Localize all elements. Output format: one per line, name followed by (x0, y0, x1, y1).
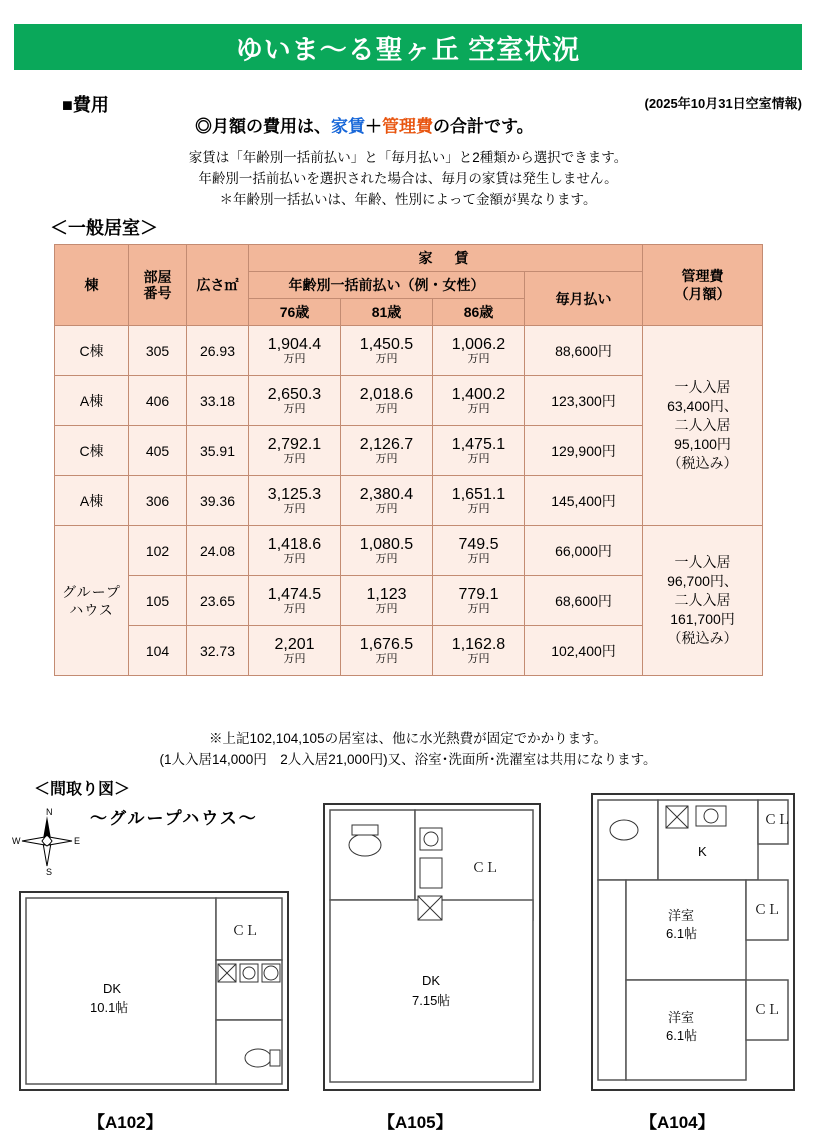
amount-unit: 万円 (283, 653, 306, 665)
table-header-row-1 (55, 245, 763, 272)
amount-unit: 万円 (375, 403, 398, 415)
amount-unit: 万円 (467, 503, 490, 515)
plan-a102-closet: ＣＬ (232, 923, 259, 938)
cost-note-3: ＊年齢別一括払いは、年齢、性別によって金額が異なります。 (219, 192, 597, 207)
footnote-1: ※上記102,104,105の居室は、他に水光熱費が固定でかかります。 (209, 731, 607, 746)
amount-value: 1,123 (366, 586, 407, 603)
amount-value: 779.1 (458, 586, 499, 603)
mgmt-line-3: 二人入居 (674, 592, 731, 608)
formula-prefix: ◎月額の費用は、 (195, 117, 331, 136)
cell-room-number: 406 (129, 376, 187, 426)
amount-unit: 万円 (283, 353, 306, 365)
cell-prepay-86 (433, 326, 525, 376)
amount-value: 3,125.3 (267, 486, 322, 503)
mgmt-line-3: 二人入居 (674, 417, 731, 433)
cell-monthly: 68,600円 (525, 576, 643, 626)
cell-area: 35.91 (187, 426, 249, 476)
amount-value: 1,676.5 (359, 636, 414, 653)
plan-a105-room-dk: DK (422, 973, 441, 988)
rooms-table (54, 244, 763, 676)
th-age-76: 76歳 (249, 299, 341, 326)
plan-a104-room-2-size: 6.1帖 (666, 1028, 698, 1043)
cell-monthly: 123,300円 (525, 376, 643, 426)
cost-notes (0, 147, 816, 210)
formula-rent: 家賃 (331, 117, 365, 136)
plan-a104-room-1: 洋室 (668, 908, 695, 923)
cell-monthly: 145,400円 (525, 476, 643, 526)
cell-prepay-76 (249, 376, 341, 426)
mgmt-line-1: 一人入居 (674, 379, 731, 395)
cell-prepay-81 (341, 426, 433, 476)
page-banner (14, 24, 802, 70)
group-label-line1: グループ (62, 583, 121, 600)
amount-value: 1,418.6 (267, 536, 322, 553)
amount-value: 1,651.1 (451, 486, 506, 503)
cell-monthly: 129,900円 (525, 426, 643, 476)
cell-prepay-81 (341, 576, 433, 626)
amount-unit: 万円 (375, 503, 398, 515)
cell-prepay-81 (341, 626, 433, 676)
cell-prepay-86 (433, 576, 525, 626)
amount-unit: 万円 (467, 653, 490, 665)
cell-monthly: 66,000円 (525, 526, 643, 576)
cell-prepay-86 (433, 376, 525, 426)
amount-value: 1,904.4 (267, 336, 322, 353)
compass-icon (12, 806, 82, 876)
mgmt-line-2: 96,700円、 (667, 573, 738, 589)
cost-note-1: 家賃は「年齢別一括前払い」と「毎月払い」と2種類から選択できます。 (188, 150, 628, 165)
cell-building: C棟 (55, 426, 129, 476)
th-rent-group: 家 賃 (249, 245, 643, 272)
mgmt-line-2: 63,400円、 (667, 398, 738, 414)
amount-value: 1,450.5 (359, 336, 414, 353)
amount-value: 749.5 (458, 536, 499, 553)
floorplan-a105 (320, 800, 545, 1095)
page-title: ゆいま〜る聖ヶ丘 空室状況 (235, 34, 581, 65)
floorplan-caption-a104: 【A104】 (640, 1113, 715, 1132)
cell-prepay-86 (433, 426, 525, 476)
amount-unit: 万円 (467, 603, 490, 615)
floorplan-a102 (18, 890, 290, 1095)
th-room-number-line2: 番号 (143, 285, 172, 301)
plan-a105-closet: ＣＬ (472, 860, 499, 875)
cell-management-fee-general (643, 326, 763, 526)
amount-unit: 万円 (467, 453, 490, 465)
svg-text:W: W (12, 836, 21, 846)
th-room-number (129, 245, 187, 326)
amount-unit: 万円 (467, 403, 490, 415)
cell-prepay-76 (249, 476, 341, 526)
th-building: 棟 (55, 245, 129, 326)
th-prepay-group: 年齢別一括前払い（例・女性） (249, 272, 525, 299)
table-footnotes (0, 728, 816, 770)
plan-a102-room-dk: DK (103, 981, 122, 996)
th-management-fee-line2: （月額） (674, 286, 731, 302)
th-management-fee-line1: 管理費 (681, 268, 724, 284)
amount-unit: 万円 (283, 553, 306, 565)
vacancy-date: (2025年10月31日空室情報) (644, 96, 802, 111)
group-label-line2: ハウス (69, 601, 114, 618)
cell-prepay-81 (341, 326, 433, 376)
amount-unit: 万円 (375, 453, 398, 465)
cell-prepay-76 (249, 626, 341, 676)
cell-area: 23.65 (187, 576, 249, 626)
cell-prepay-81 (341, 526, 433, 576)
cell-room-number: 105 (129, 576, 187, 626)
plan-a104-room-1-size: 6.1帖 (666, 926, 698, 941)
cell-prepay-81 (341, 476, 433, 526)
cost-formula (195, 112, 534, 137)
svg-text:N: N (46, 807, 53, 817)
plan-a104-closet-3: ＣＬ (754, 1002, 781, 1017)
svg-text:S: S (46, 867, 53, 876)
th-monthly-pay: 毎月払い (525, 272, 643, 326)
cell-room-number: 102 (129, 526, 187, 576)
cell-monthly: 88,600円 (525, 326, 643, 376)
mgmt-line-1: 一人入居 (674, 554, 731, 570)
amount-value: 1,006.2 (451, 336, 506, 353)
formula-suffix: の合計です。 (433, 117, 534, 136)
cell-area: 24.08 (187, 526, 249, 576)
plan-a102-room-dk-size: 10.1帖 (90, 1000, 129, 1015)
table-row (55, 526, 763, 576)
floorplan-caption-a105: 【A105】 (378, 1113, 453, 1132)
amount-value: 2,201 (274, 636, 315, 653)
th-management-fee (643, 245, 763, 326)
floorplan-a104 (588, 790, 798, 1095)
amount-value: 2,018.6 (359, 386, 414, 403)
th-area: 広さ㎡ (187, 245, 249, 326)
amount-unit: 万円 (375, 603, 398, 615)
amount-value: 1,400.2 (451, 386, 506, 403)
amount-unit: 万円 (283, 403, 306, 415)
amount-value: 2,792.1 (267, 436, 322, 453)
cell-room-number: 306 (129, 476, 187, 526)
cost-heading: ■費用 (62, 95, 109, 115)
cell-area: 33.18 (187, 376, 249, 426)
cell-management-fee-group (643, 526, 763, 676)
cell-prepay-76 (249, 576, 341, 626)
cell-monthly: 102,400円 (525, 626, 643, 676)
amount-unit: 万円 (467, 553, 490, 565)
cell-prepay-76 (249, 526, 341, 576)
cell-prepay-86 (433, 626, 525, 676)
cell-prepay-86 (433, 476, 525, 526)
footnote-2: (1人入居14,000円 2人入居21,000円)又、浴室･洗面所･洗濯室は共用になります。 (159, 752, 657, 767)
amount-unit: 万円 (375, 553, 398, 565)
amount-value: 2,650.3 (267, 386, 322, 403)
th-age-86: 86歳 (433, 299, 525, 326)
plan-a104-room-k: K (698, 844, 707, 859)
plan-a104-closet-2: ＣＬ (754, 902, 781, 917)
amount-unit: 万円 (375, 653, 398, 665)
cell-room-number: 305 (129, 326, 187, 376)
amount-value: 1,475.1 (451, 436, 506, 453)
cell-prepay-86 (433, 526, 525, 576)
mgmt-line-4: 95,100円 (674, 436, 731, 452)
formula-mgmt: 管理費 (382, 117, 433, 136)
amount-value: 2,126.7 (359, 436, 414, 453)
amount-unit: 万円 (283, 503, 306, 515)
cost-note-2: 年齢別一括前払いを選択された場合は、毎月の家賃は発生しません。 (198, 171, 618, 186)
mgmt-line-5: （税込み） (667, 630, 738, 646)
amount-unit: 万円 (467, 353, 490, 365)
cell-area: 39.36 (187, 476, 249, 526)
plan-a104-room-2: 洋室 (668, 1010, 695, 1025)
cell-building: A棟 (55, 476, 129, 526)
cell-area: 26.93 (187, 326, 249, 376)
cell-room-number: 405 (129, 426, 187, 476)
th-age-81: 81歳 (341, 299, 433, 326)
mgmt-line-4: 161,700円 (670, 611, 735, 627)
amount-unit: 万円 (283, 453, 306, 465)
cell-prepay-76 (249, 326, 341, 376)
cell-area: 32.73 (187, 626, 249, 676)
cell-room-number: 104 (129, 626, 187, 676)
amount-unit: 万円 (283, 603, 306, 615)
cell-building: A棟 (55, 376, 129, 426)
cell-group-house-label (55, 526, 129, 676)
amount-unit: 万円 (375, 353, 398, 365)
cell-prepay-81 (341, 376, 433, 426)
cell-building: C棟 (55, 326, 129, 376)
amount-value: 1,162.8 (451, 636, 506, 653)
svg-text:E: E (74, 836, 81, 846)
plan-a105-room-dk-size: 7.15帖 (412, 993, 451, 1008)
amount-value: 2,380.4 (359, 486, 414, 503)
floorplan-caption-a102: 【A102】 (88, 1113, 163, 1132)
formula-plus: ＋ (365, 117, 382, 136)
plan-a104-closet-1: ＣＬ (764, 812, 791, 827)
amount-value: 1,474.5 (267, 586, 322, 603)
floorplan-heading: ＜間取り図＞ (34, 781, 131, 798)
floorplan-subtitle: 〜グループハウス〜 (90, 809, 258, 828)
amount-value: 1,080.5 (359, 536, 414, 553)
cell-prepay-76 (249, 426, 341, 476)
mgmt-line-5: （税込み） (667, 455, 738, 471)
table-row (55, 326, 763, 376)
th-room-number-line1: 部屋 (143, 269, 172, 285)
section-label-general-rooms: ＜一般居室＞ (50, 218, 158, 238)
